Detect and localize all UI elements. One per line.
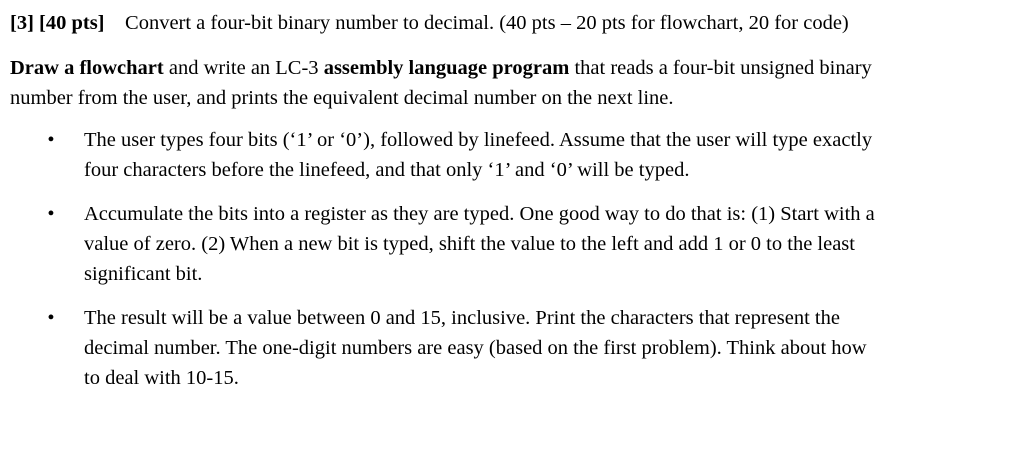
problem-intro	[10, 53, 1010, 113]
requirement-line: decimal number. The one-digit numbers are easy (based on the first problem). Think about how	[84, 337, 867, 359]
requirement-line: value of zero. (2) When a new bit is typed, shift the value to the left and add 1 or 0 to the least	[84, 233, 855, 255]
intro-bold-program: assembly language program	[323, 57, 570, 79]
bullet-icon: •	[47, 129, 55, 151]
requirement-item	[0, 199, 1024, 289]
problem-title: Convert a four-bit binary number to decimal. (40 pts – 20 pts for flowchart, 20 for code)	[125, 12, 849, 34]
intro-text-2: that reads a four-bit unsigned binary	[569, 57, 872, 79]
requirement-line: The user types four bits (‘1’ or ‘0’), followed by linefeed. Assume that the user will type exactly	[84, 129, 873, 151]
requirement-item	[0, 303, 1024, 393]
problem-header	[10, 8, 849, 38]
bullet-icon: •	[47, 307, 55, 329]
requirement-line: to deal with 10-15.	[84, 367, 239, 389]
bullet-icon: •	[47, 203, 55, 225]
intro-line-2: number from the user, and prints the equivalent decimal number on the next line.	[10, 87, 674, 109]
requirement-line: significant bit.	[84, 263, 203, 285]
intro-text-1: and write an LC-3	[163, 57, 324, 79]
requirement-item	[0, 125, 1024, 185]
requirement-line: Accumulate the bits into a register as they are typed. One good way to do that is: (1) Start with a	[84, 203, 875, 225]
requirements-list	[0, 125, 1024, 393]
intro-bold-flowchart: Draw a flowchart	[10, 57, 164, 79]
requirement-line: The result will be a value between 0 and 15, inclusive. Print the characters that represent the	[84, 307, 840, 329]
problem-number-points: [3] [40 pts]	[10, 12, 105, 34]
requirement-line: four characters before the linefeed, and that only ‘1’ and ‘0’ will be typed.	[84, 159, 690, 181]
intro-line-1	[10, 53, 1010, 83]
